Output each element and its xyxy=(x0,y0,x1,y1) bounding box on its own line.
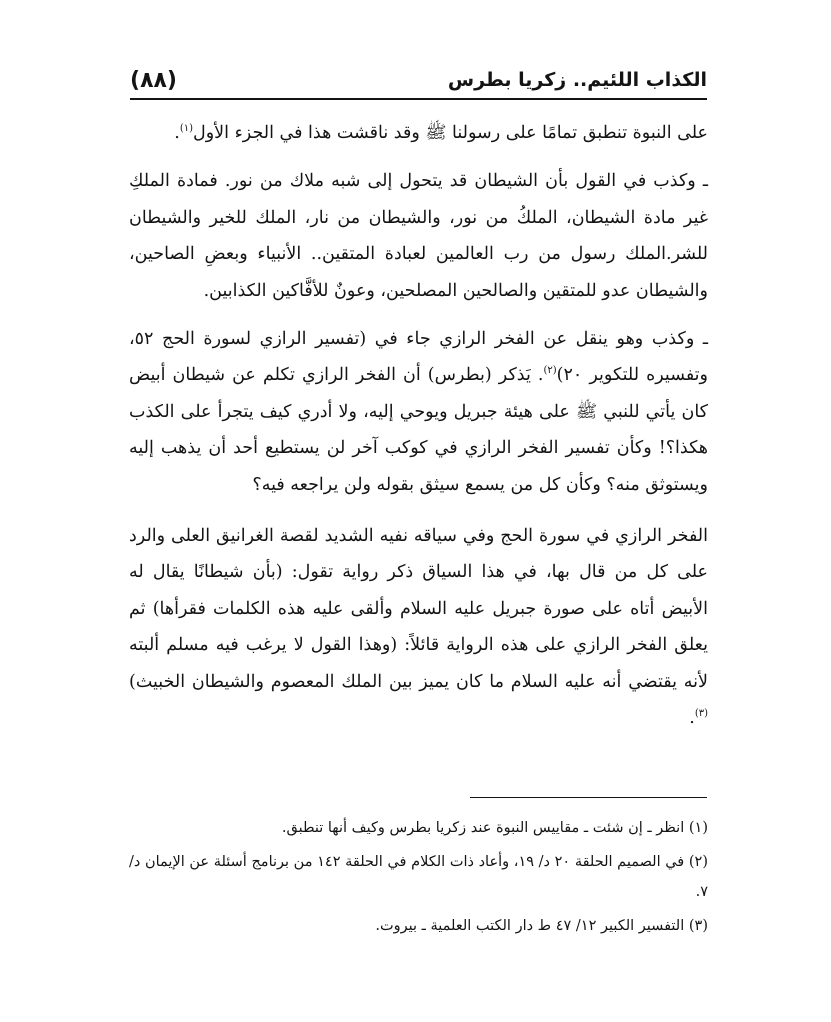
footnote-ref-2: (٢) xyxy=(543,365,557,377)
paragraph-3-text-b: . يَذكر (بطرس) أن الفخر الرازي تكلم عن شيطان أبيض كان يأتي للنبي ﷺ على هيئة جبريل ويوحي إليه، ولا أدري كيف يتجرأ على الكذب هكذا؟! وكأن تفسير الفخر الرازي في كوكب آخر لن يستطيع أحد أن يذهب إليه ويستوثق منه؟ وكأن كل من يسمع سيثق بقوله ولن يراجعه فيه؟ xyxy=(129,365,708,495)
paragraph-1 xyxy=(129,115,708,151)
paragraph-3-text-a: ـ وكذب وهو ينقل عن الفخر الرازي جاء في (تفسير الرازي لسورة الحج ٥٢، وتفسيره للتكوير ٢٠) xyxy=(129,329,709,386)
paragraph-1-text: على النبوة تنطبق تمامًا على رسولنا ﷺ وقد ناقشت هذا في الجزء الأول xyxy=(193,123,708,143)
paragraph-4-text: الفخر الرازي في سورة الحج وفي سياقه نفيه الشديد لقصة الغرانيق العلى والرد على كل من قال بها، في هذا السياق ذكر رواية تقول: (بأن شيطانًا يقال له الأبيض أتاه على صورة جبريل عليه السلام وألقى عليه هذه الكلمات فقرأها) ثم يعلق الفخر الرازي على هذه الرواية قائلاً: (وهذا القول لا يرغب فيه مسلم ألبته لأنه يقتضي أنه عليه السلام ما كان يميز بين الملك المعصوم والشيطان الخبيث) xyxy=(129,526,708,692)
footnote-1: (١) انظر ـ إن شئت ـ مقاييس النبوة عند زكريا بطرس وكيف أنها تنطبق. xyxy=(281,820,708,836)
footnote-3: (٣) التفسير الكبير ١٢/ ٤٧ ط دار الكتب العلمية ـ بيروت. xyxy=(375,918,708,934)
footnotes xyxy=(129,813,708,941)
paragraph-4-end: . xyxy=(689,708,695,729)
footnote-ref-1: (١) xyxy=(179,123,193,134)
paragraph-4 xyxy=(129,518,708,736)
paragraph-2: ـ وكذب في القول بأن الشيطان قد يتحول إلى شبه ملاك من نور. فمادة الملكِ غير مادة الشيطان، الملكُ من نور، والشيطان من نار، الملك للخير والشيطان للشر.الملك رسول من رب العالمين لعبادة المتقين.. الأنبياء وبعضِ الصاحين، والشيطان عدو للمتقين والصالحين المصلحين، وعونٌ للأفَّاكين الكذابين. xyxy=(129,171,708,301)
page-header xyxy=(130,68,707,100)
running-title: الكذاب اللئيم.. زكريا بطرس xyxy=(447,69,707,91)
footnote-ref-3: (٣) xyxy=(694,708,708,720)
footnote-separator xyxy=(470,797,707,798)
main-text xyxy=(129,115,708,737)
paragraph-1-end: . xyxy=(174,123,180,143)
footnote-2: (٢) في الصميم الحلقة ٢٠ د/ ١٩، وأعاد ذات الكلام في الحلقة ١٤٢ من برنامج أسئلة عن الإيمان د/ ٧. xyxy=(129,854,708,900)
paragraph-3 xyxy=(129,321,708,503)
page-number: (٨٨) xyxy=(130,68,177,93)
